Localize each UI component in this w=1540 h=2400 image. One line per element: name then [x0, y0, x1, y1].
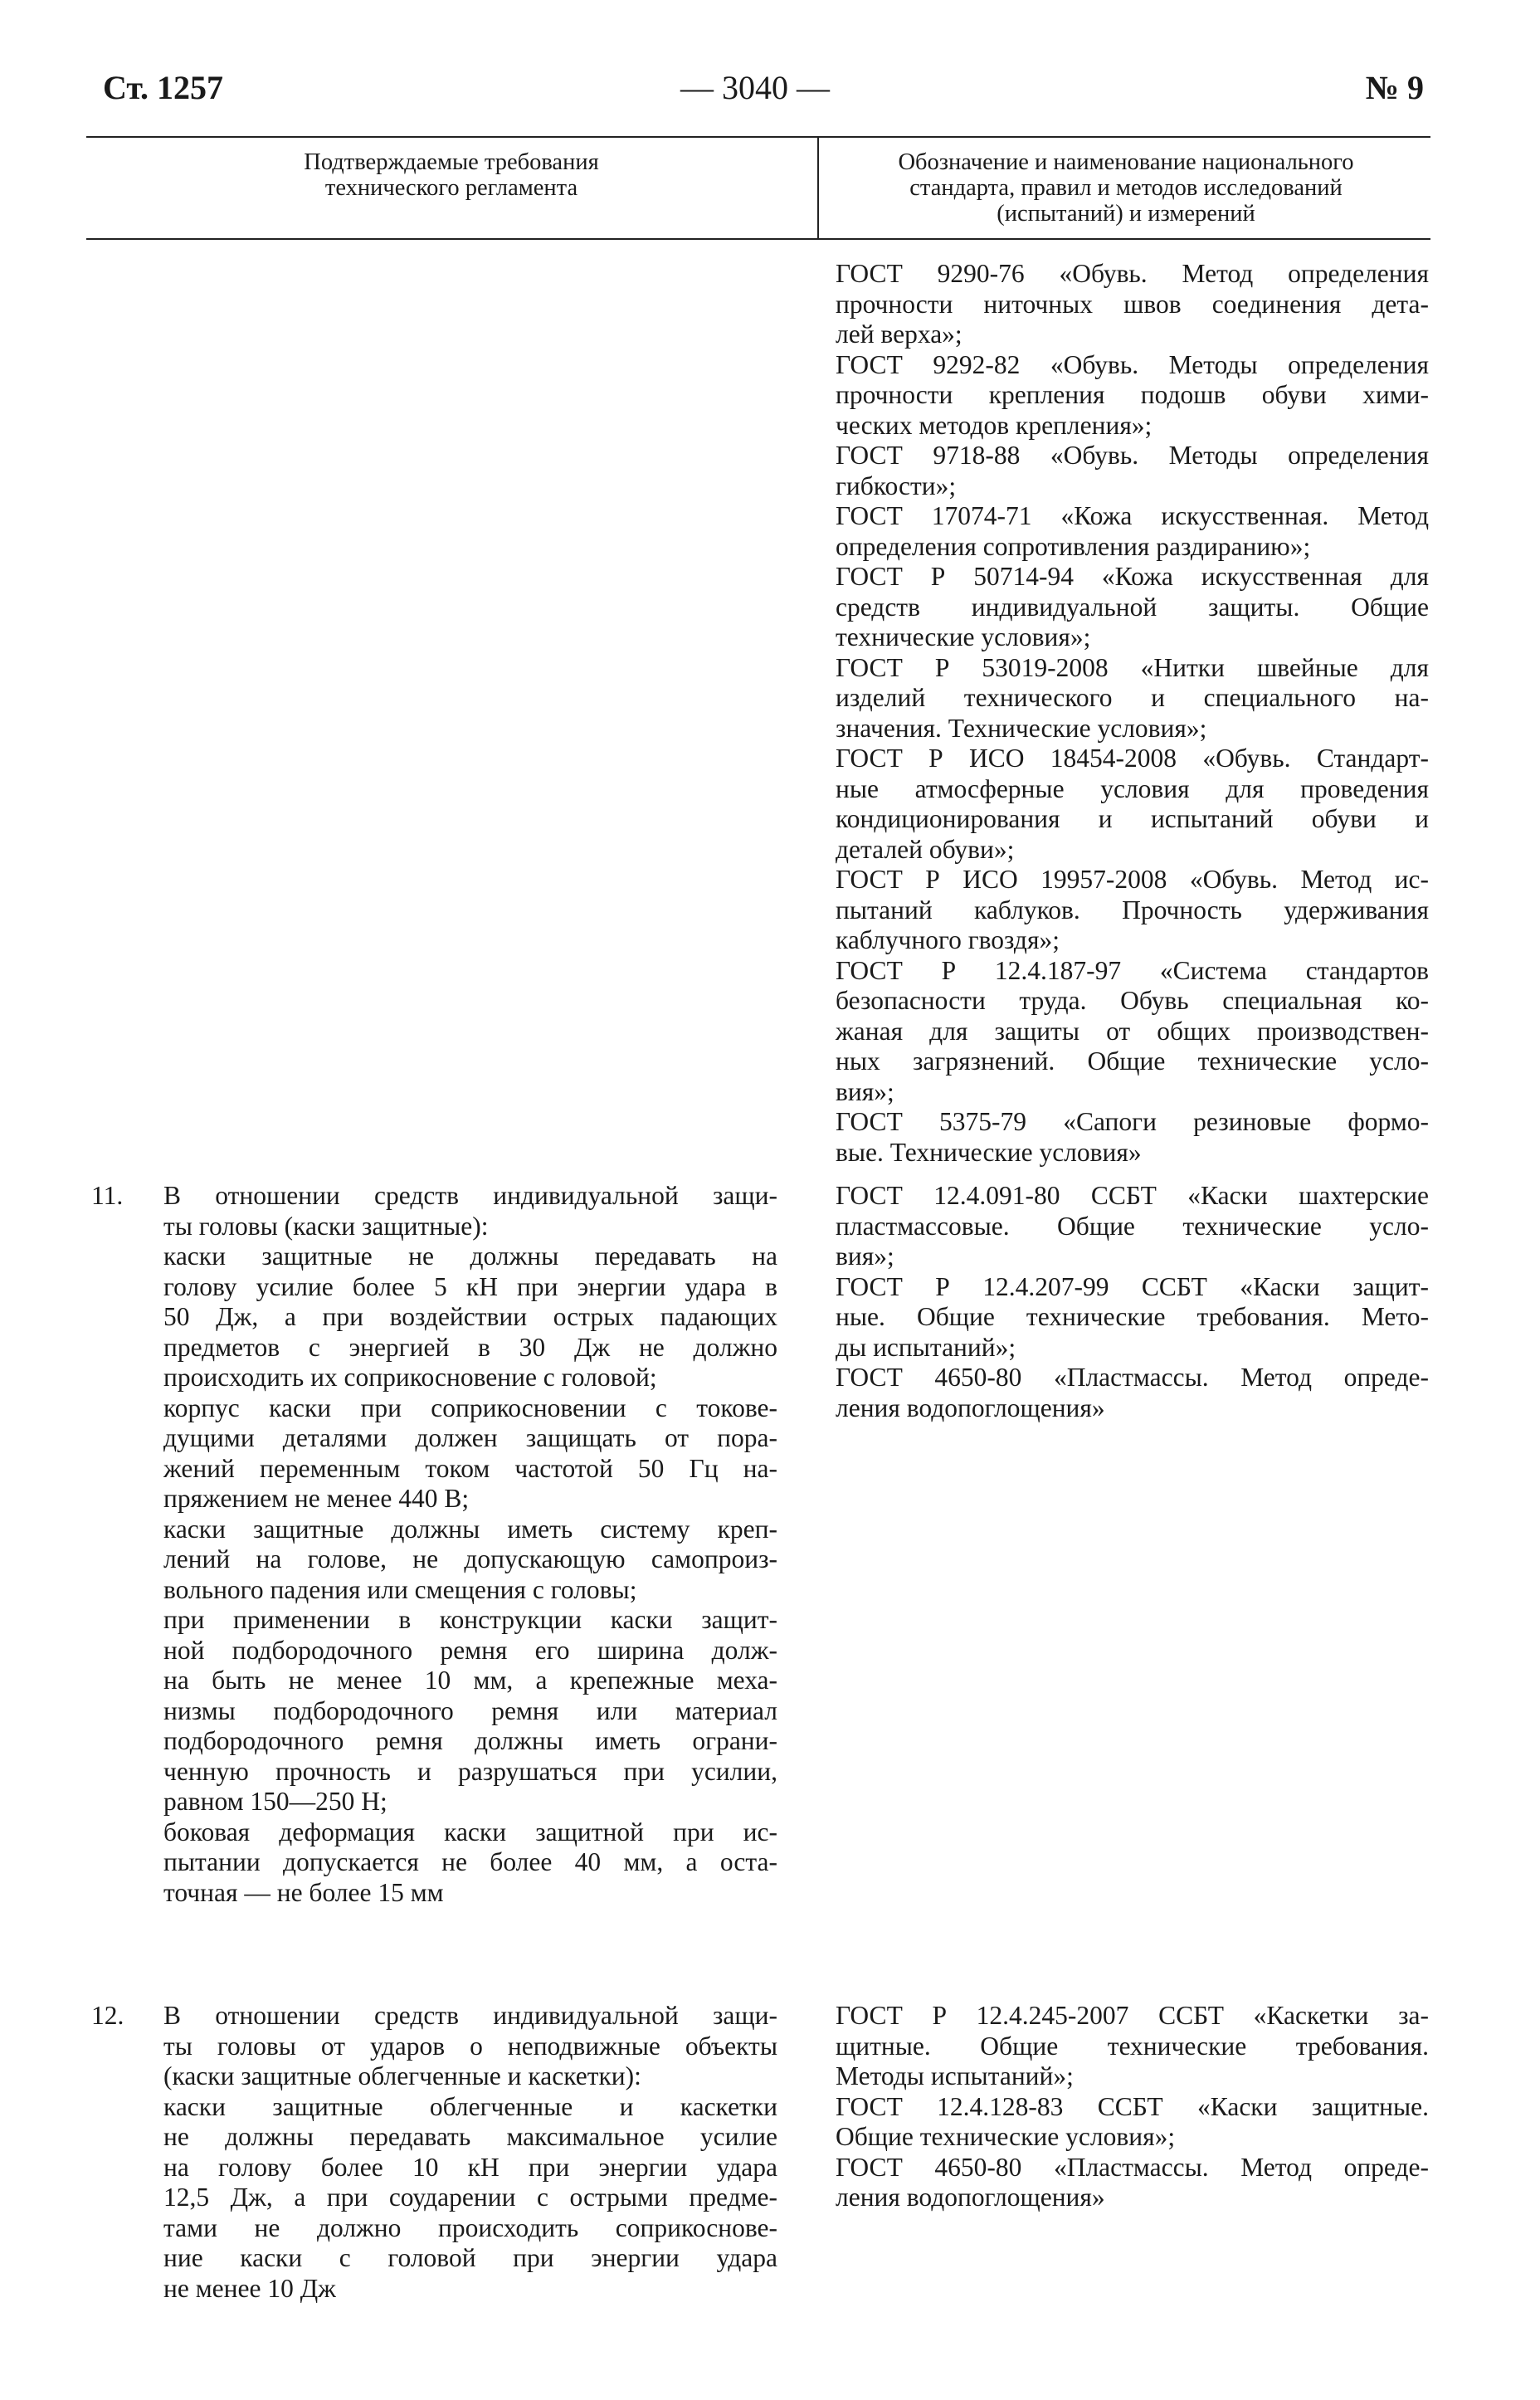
text-line: ления водопоглощения» — [836, 1393, 1105, 1422]
text-line: предметов с энергией в 30 Дж не должно — [163, 1332, 777, 1362]
text-line: при применении в конструкции каски защит- — [163, 1605, 777, 1634]
text-line: лений на голове, не допускающую самопроиз- — [163, 1544, 777, 1573]
text-line: щитные. Общие технические требования. — [836, 2031, 1429, 2061]
text-line: ГОСТ 4650-80 «Пластмассы. Метод опреде- — [836, 1363, 1429, 1392]
page-number: — 3040 — — [680, 69, 830, 106]
standards-cell — [836, 259, 1429, 1168]
text-line: дущими деталями должен защищать от пора- — [163, 1423, 777, 1452]
text-line: В отношении средств индивидуальной защи- — [163, 1181, 777, 1210]
text-line: вия»; — [836, 1076, 894, 1106]
text-line: пластмассовые. Общие технические усло- — [836, 1211, 1429, 1241]
row-number: 12. — [91, 2001, 124, 2030]
text-line: ГОСТ 17074-71 «Кожа искусственная. Метод — [836, 501, 1429, 530]
text-line: подбородочного ремня должны иметь ограни- — [163, 1726, 777, 1755]
text-line: гибкости»; — [836, 471, 957, 500]
text-line: каски защитные облегченные и каскетки — [163, 2091, 777, 2121]
text-line: каблучного гвоздя»; — [836, 925, 1060, 954]
text-line: происходить их соприкосновение с головой; — [163, 1363, 657, 1392]
text-line: средств индивидуальной защиты. Общие — [836, 592, 1429, 622]
text-line: ГОСТ Р ИСО 18454-2008 «Обувь. Стандарт- — [836, 744, 1429, 773]
text-line: ГОСТ 12.4.128-83 ССБТ «Каски защитные. — [836, 2091, 1429, 2121]
text-line: тами не должно происходить соприкоснове- — [163, 2212, 777, 2242]
text-line: пытании допускается не более 40 мм, а оста- — [163, 1847, 777, 1876]
text-line: пытаний каблуков. Прочность удерживания — [836, 895, 1429, 924]
text-line: не менее 10 Дж — [163, 2273, 336, 2303]
text-line: голову усилие более 5 кН при энергии удара в — [163, 1271, 777, 1301]
text-line: жений переменным током частотой 50 Гц на- — [163, 1453, 777, 1483]
text-line: равном 150—250 Н; — [163, 1787, 387, 1816]
standards-cell — [836, 2001, 1429, 2213]
text-line: деталей обуви»; — [836, 834, 1015, 864]
text-line: вые. Технические условия» — [836, 1137, 1142, 1167]
text-line: значения. Технические условия»; — [836, 713, 1207, 743]
text-line: точная — не более 15 мм — [163, 1877, 444, 1907]
text-line: ГОСТ Р 12.4.245-2007 ССБТ «Каскетки за- — [836, 2001, 1429, 2030]
text-line: ты головы (каски защитные): — [163, 1211, 489, 1241]
header-top-rule — [86, 136, 1430, 138]
header-bottom-rule — [86, 238, 1430, 240]
text-line: Общие технические условия»; — [836, 2122, 1176, 2151]
text-line: прочности крепления подошв обуви хими- — [836, 380, 1429, 409]
text-line: ГОСТ 9290-76 «Обувь. Метод определения — [836, 259, 1429, 288]
text-line: вия»; — [836, 1241, 894, 1271]
text-line: корпус каски при соприкосновении с токове- — [163, 1393, 777, 1422]
text-line: ческих методов крепления»; — [836, 410, 1153, 440]
text-line: ГОСТ 12.4.091-80 ССБТ «Каски шахтерские — [836, 1181, 1429, 1210]
text-line: ные. Общие технические требования. Мето- — [836, 1302, 1429, 1331]
text-line: Методы испытаний»; — [836, 2061, 1074, 2090]
text-line: ные атмосферные условия для проведения — [836, 773, 1429, 803]
row-number: 11. — [91, 1181, 124, 1210]
text-line: на голову более 10 кН при энергии удара — [163, 2152, 777, 2182]
text-line: изделий технического и специального на- — [836, 683, 1429, 712]
text-line: лей верха»; — [836, 320, 962, 349]
requirements-cell — [163, 2001, 777, 2304]
text-line: ных загрязнений. Общие технические усло- — [836, 1046, 1429, 1076]
text-line: ды испытаний»; — [836, 1332, 1016, 1362]
text-line: не должны передавать максимальное усилие — [163, 2122, 777, 2151]
standards-cell — [836, 1181, 1429, 1423]
text-line: 12,5 Дж, а при соударении с острыми предме- — [163, 2183, 777, 2212]
text-line: боковая деформация каски защитной при ис- — [163, 1817, 777, 1846]
text-line: жаная для защиты от общих производствен- — [836, 1016, 1429, 1046]
text-line: ГОСТ 9292-82 «Обувь. Методы определения — [836, 349, 1429, 379]
text-line: прочности ниточных швов соединения дета- — [836, 289, 1429, 319]
page-header — [86, 68, 1424, 118]
article-number: Ст. 1257 — [103, 69, 223, 106]
text-line: (каски защитные облегченные и каскетки): — [163, 2061, 641, 2090]
text-line: вольного падения или смещения с головы; — [163, 1574, 637, 1604]
text-line: ной подбородочного ремня его ширина долж- — [163, 1635, 777, 1665]
column-header-requirements: Подтверждаемые требования технического регламента — [304, 149, 599, 201]
text-line: низмы подбородочного ремня или материал — [163, 1695, 777, 1725]
text-line: пряжением не менее 440 В; — [163, 1484, 470, 1513]
text-line: ГОСТ Р 12.4.207-99 ССБТ «Каски защит- — [836, 1271, 1429, 1301]
text-line: кондиционирования и испытаний обуви и — [836, 804, 1429, 833]
text-line: на быть не менее 10 мм, а крепежные меха- — [163, 1666, 777, 1695]
text-line: ГОСТ Р ИСО 19957-2008 «Обувь. Метод ис- — [836, 865, 1429, 894]
text-line: технические условия»; — [836, 622, 1091, 651]
issue-number: № 9 — [1365, 69, 1424, 106]
text-line: В отношении средств индивидуальной защи- — [163, 2001, 777, 2030]
text-line: ГОСТ 5375-79 «Сапоги резиновые формо- — [836, 1107, 1429, 1136]
text-line: 50 Дж, а при воздействии острых падающих — [163, 1302, 777, 1331]
text-line: ления водопоглощения» — [836, 2183, 1105, 2212]
text-line: ГОСТ 9718-88 «Обувь. Методы определения — [836, 441, 1429, 470]
column-header-standards: Обозначение и наименование национального стандарта, правил и методов исследований (испытаний) и измерений — [898, 149, 1354, 227]
text-line: ченную прочность и разрушаться при усилии, — [163, 1756, 777, 1786]
requirements-cell — [163, 1181, 777, 1908]
column-divider — [817, 137, 819, 239]
text-line: ГОСТ Р 53019-2008 «Нитки швейные для — [836, 652, 1429, 682]
text-line: определения сопротивления раздиранию»; — [836, 531, 1311, 561]
text-line: каски защитные должны иметь систему креп- — [163, 1514, 777, 1544]
text-line: ты головы от ударов о неподвижные объекты — [163, 2031, 777, 2061]
text-line: ГОСТ Р 50714-94 «Кожа искусственная для — [836, 562, 1429, 591]
text-line: каски защитные не должны передавать на — [163, 1241, 777, 1271]
text-line: безопасности труда. Обувь специальная ко- — [836, 986, 1429, 1015]
text-line: ГОСТ 4650-80 «Пластмассы. Метод опреде- — [836, 2152, 1429, 2182]
text-line: ГОСТ Р 12.4.187-97 «Система стандартов — [836, 955, 1429, 985]
text-line: ние каски с головой при энергии удара — [163, 2243, 777, 2272]
